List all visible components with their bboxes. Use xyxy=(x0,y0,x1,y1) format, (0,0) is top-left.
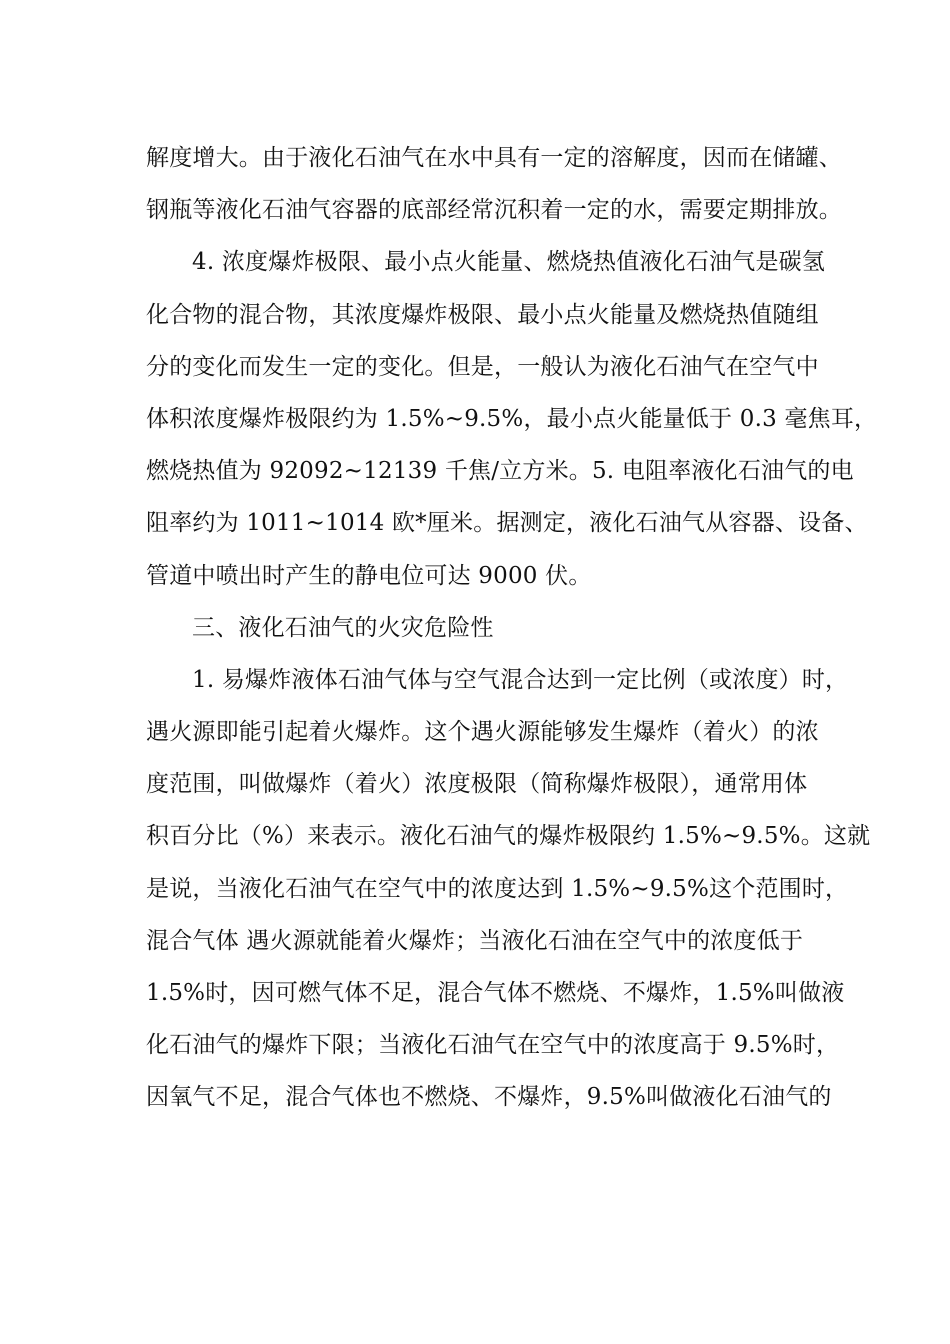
text-line: 管道中喷出时产生的静电位可达 9000 伏。 xyxy=(146,562,592,589)
text-line: 化合物的混合物，其浓度爆炸极限、最小点火能量及燃烧热值随组 xyxy=(146,301,819,328)
text-line: 解度增大。由于液化石油气在水中具有一定的溶解度，因而在储罐、 xyxy=(146,145,842,171)
text-line: 因氧气不足，混合气体也不燃烧、不爆炸，9.5%叫做液化石油气的 xyxy=(146,1084,832,1111)
text-line: 积百分比（%）来表示。液化石油气的爆炸极限约 1.5%~9.5%。这就 xyxy=(146,823,871,850)
body-text xyxy=(146,132,878,1124)
text-line: 体积浓度爆炸极限约为 1.5%~9.5%，最小点火能量低于 0.3 毫焦耳， xyxy=(146,405,878,432)
text-line: 1. 易爆炸液体石油气体与空气混合达到一定比例（或浓度）时， xyxy=(192,666,849,693)
text-line: 1.5%时，因可燃气体不足，混合气体不燃烧、不爆炸，1.5%叫做液 xyxy=(146,980,845,1006)
text-line: 混合气体 遇火源就能着火爆炸；当液化石油在空气中的浓度低于 xyxy=(146,927,804,954)
section-heading: 三、液化石油气的火灾危险性 xyxy=(192,614,494,641)
text-line: 阻率约为 1011~1014 欧*厘米。据测定，液化石油气从容器、设备、 xyxy=(146,510,868,537)
text-line: 遇火源即能引起着火爆炸。这个遇火源能够发生爆炸（着火）的浓 xyxy=(146,719,819,746)
text-line: 燃烧热值为 92092~12139 千焦/立方米。5. 电阻率液化石油气的电 xyxy=(146,458,854,485)
text-line: 钢瓶等液化石油气容器的底部经常沉积着一定的水，需要定期排放。 xyxy=(146,197,842,224)
text-line: 度范围，叫做爆炸（着火）浓度极限（简称爆炸极限），通常用体 xyxy=(146,771,808,798)
text-line: 化石油气的爆炸下限；当液化石油气在空气中的浓度高于 9.5%时， xyxy=(146,1032,840,1059)
text-line: 是说，当液化石油气在空气中的浓度达到 1.5%~9.5%这个范围时， xyxy=(146,875,849,902)
text-line: 4. 浓度爆炸极限、最小点火能量、燃烧热值液化石油气是碳氢 xyxy=(192,249,826,276)
text-line: 分的变化而发生一定的变化。但是，一般认为液化石油气在空气中 xyxy=(146,353,819,380)
